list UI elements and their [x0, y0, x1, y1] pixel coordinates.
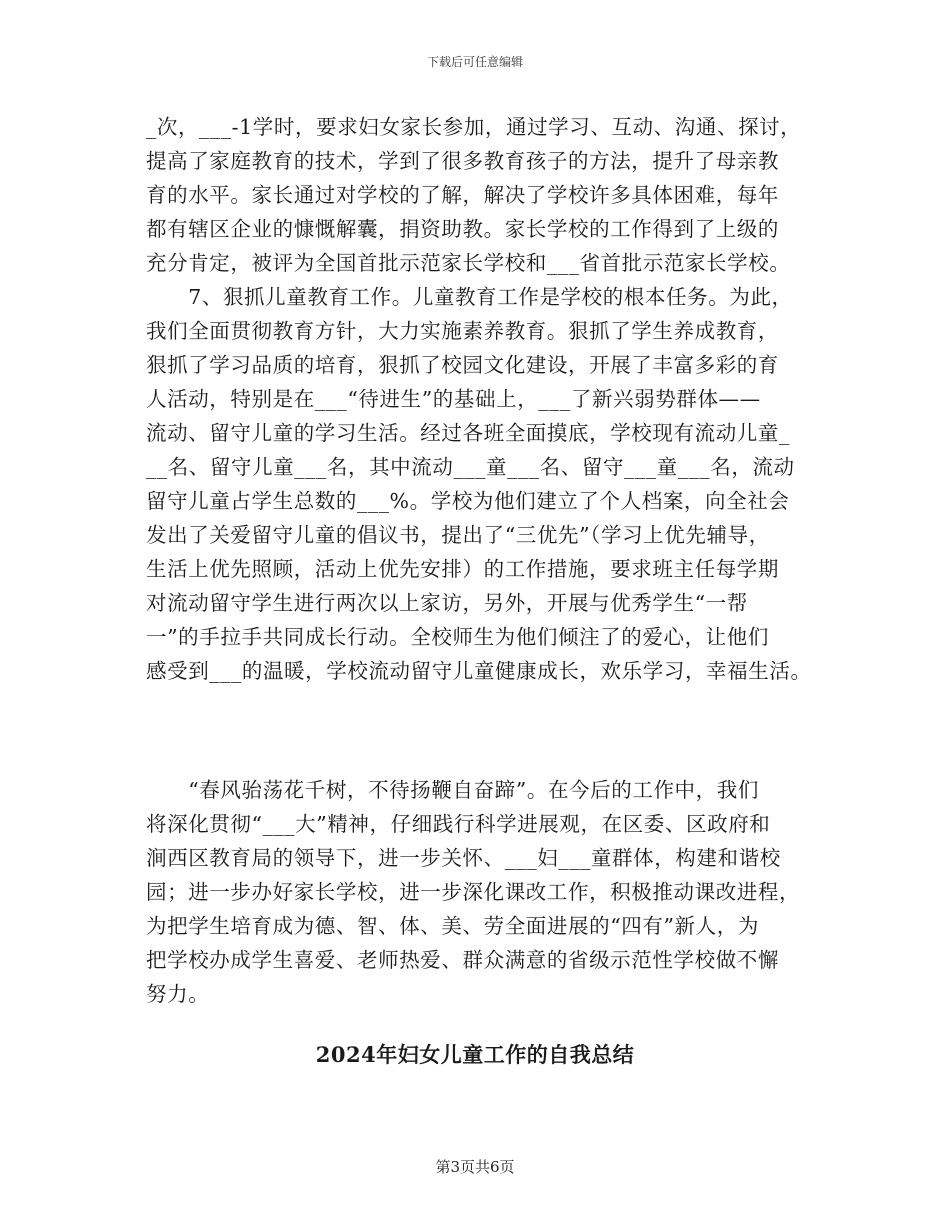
section-heading: 2024年妇女儿童工作的自我总结: [315, 1042, 635, 1067]
text-line: 我们全面贯彻教育方针，大力实施素养教育。狠抓了学生养成教育，: [146, 319, 779, 343]
paragraph-family-school-and-child-education: [146, 110, 816, 688]
page-header: 下载后可任意编辑: [426, 55, 523, 69]
text-line: 将深化贯彻“___大”精神，仔细践行科学进展观，在区委、区政府和: [146, 812, 771, 836]
text-line: 流动、留守儿童的学习生活。经过各班全面摸底，学校现有流动儿童_: [146, 421, 790, 445]
text-line: 感受到___的温暖，学校流动留守儿童健康成长，欢乐学习，幸福生活。: [146, 659, 812, 683]
paragraph-future-work: [146, 773, 816, 1011]
text-line: 把学校办成学生喜爱、老师热爱、群众满意的省级示范性学校做不懈: [146, 948, 779, 972]
text-line: 都有辖区企业的慷慨解囊，捐资助教。家长学校的工作得到了上级的: [146, 217, 779, 241]
text-line: 对流动留守学生进行两次以上家访，另外，开展与优秀学生“一帮: [146, 591, 748, 615]
text-line: 为把学生培育成为德、智、体、美、劳全面进展的“四有”新人，为: [146, 914, 759, 938]
text-line: 7、狠抓儿童教育工作。儿童教育工作是学校的根本任务。为此，: [146, 285, 793, 309]
text-line: 发出了关爱留守儿童的倡议书，提出了“三优先”（学习上优先辅导，: [146, 523, 770, 547]
text-line: “春风骀荡花千树，不待扬鞭自奋蹄”。在今后的工作中，我们: [146, 778, 759, 802]
text-line: 涧西区教育局的领导下，进一步关怀、___妇___童群体，构建和谐校: [146, 846, 781, 870]
text-line: 育的水平。家长通过对学校的了解，解决了学校许多具体困难，每年: [146, 183, 779, 207]
text-line: 留守儿童占学生总数的___%。学校为他们建立了个人档案，向全社会: [146, 489, 790, 513]
text-line: _次，___-1学时，要求妇女家长参加，通过学习、互动、沟通、探讨，: [146, 115, 802, 139]
text-line: 园；进一步办好家长学校，进一步深化课改工作，积极推动课改进程，: [146, 880, 801, 904]
text-line: 提高了家庭教育的技术，学到了很多教育孩子的方法，提升了母亲教: [146, 149, 779, 173]
text-line: 一”的手拉手共同成长行动。全校师生为他们倾注了的爱心，让他们: [146, 625, 769, 649]
text-line: 狠抓了学习品质的培育，狠抓了校园文化建设，开展了丰富多彩的育: [146, 353, 779, 377]
page-number: 第3页共6页: [435, 1158, 515, 1176]
text-line: 努力。: [146, 982, 210, 1006]
text-line: 生活上优先照顾，活动上优先安排）的工作措施，要求班主任每学期: [146, 557, 779, 581]
text-line: __名、留守儿童___名，其中流动___童___名、留守___童___名，流动: [146, 455, 795, 479]
text-line: 人活动，特别是在___“待进生”的基础上，___了新兴弱势群体——: [146, 387, 761, 411]
text-line: 充分肯定，被评为全国首批示范家长学校和___省首批示范家长学校。: [146, 251, 791, 275]
